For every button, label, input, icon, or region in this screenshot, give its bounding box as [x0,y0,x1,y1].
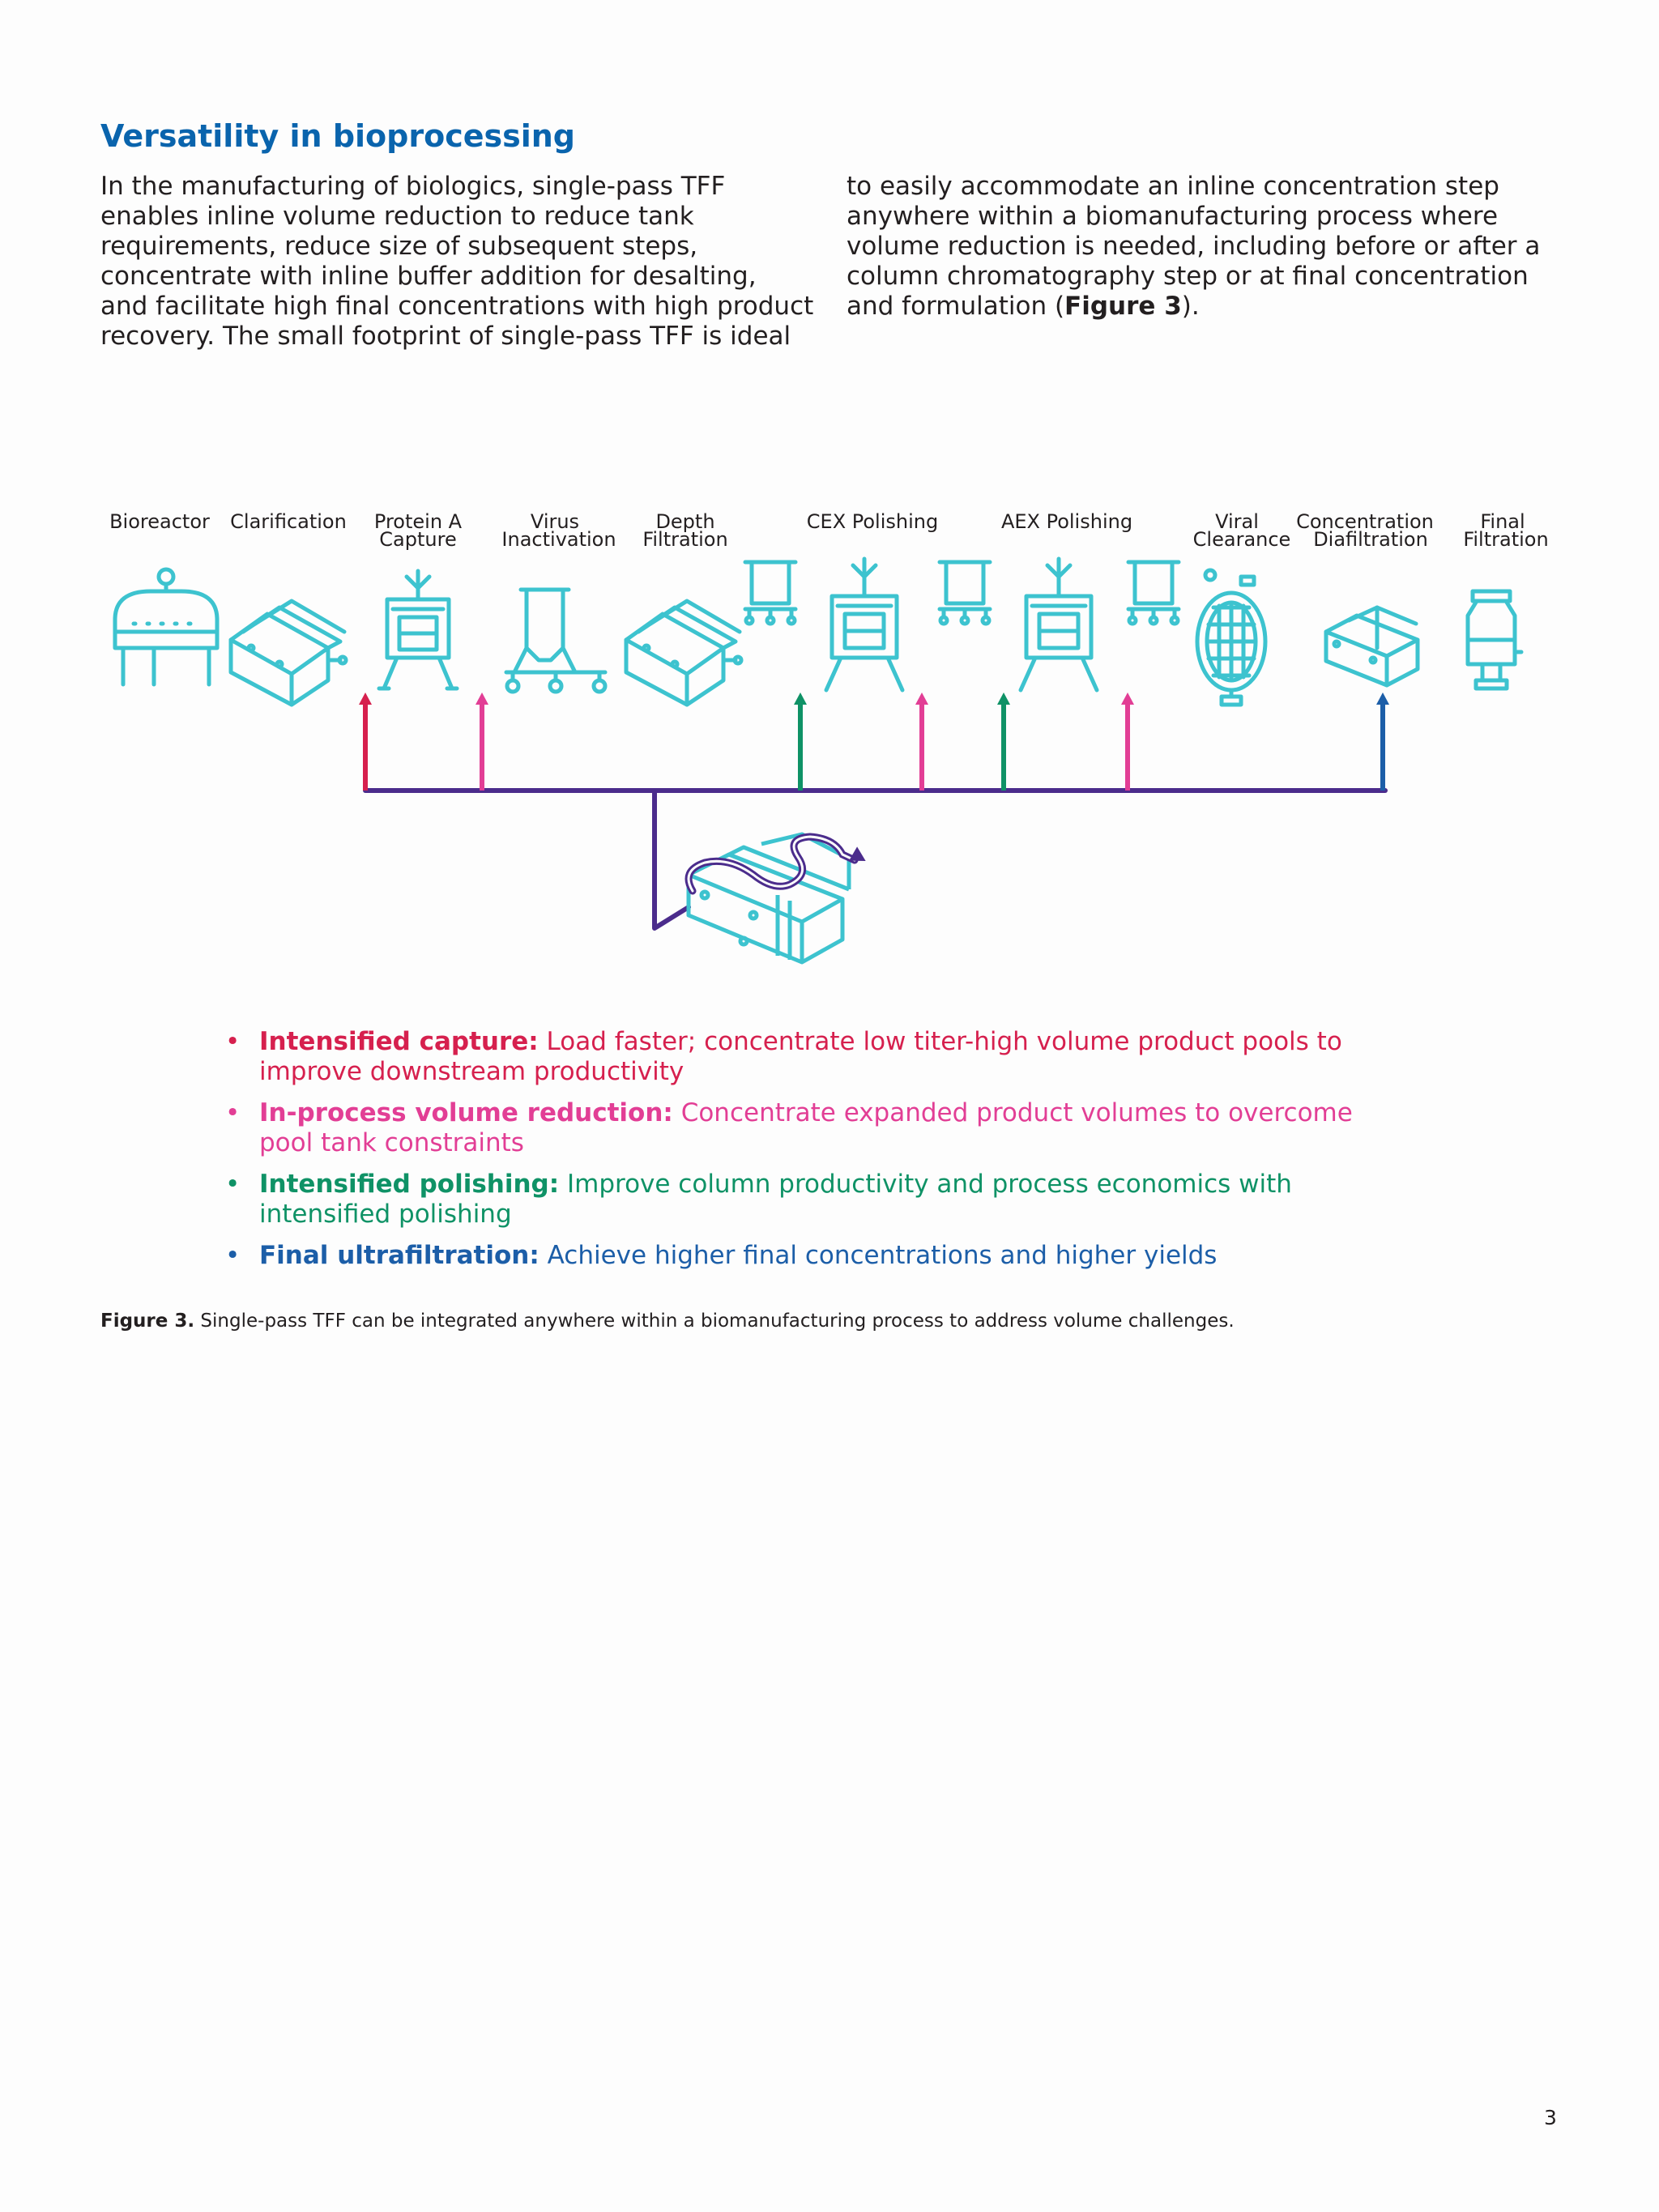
step-label: Clearance [1192,528,1291,551]
intro-line: enables inline volume reduction to reduce tank [100,202,694,231]
viral-filter-icon [1197,570,1265,705]
step-label: Diafiltration [1313,528,1428,551]
intro-line: In the manufacturing of biologics, single-pass TFF [100,172,726,201]
intro-line: volume reduction is needed, including before or after a [847,232,1541,261]
benefit-text: improve downstream productivity [259,1057,684,1086]
bioreactor-icon [115,569,217,684]
step-label: Concentration [1296,510,1434,533]
figure-caption [100,1311,1235,1332]
intro-line: requirements, reduce size of subsequent steps, [100,232,698,261]
capsule-filter-icon [1468,591,1521,688]
chromatography-column-icon [379,571,457,688]
benefit-capture: • Intensified capture: Load faster; concentrate low titer-high volume product pools to improve downstream productivity [225,1027,1342,1086]
intro-left-column [100,172,830,352]
benefits-list [225,1027,1400,1282]
benefit-final-ultrafiltration: • Final ultrafiltration: Achieve higher final concentrations and higher yields [225,1241,1218,1270]
benefit-lead: Final ultrafiltration: [259,1241,539,1270]
benefit-lead: Intensified capture: [259,1027,539,1056]
step-label: CEX Polishing [806,510,939,533]
figure-label: Figure 3. [100,1311,195,1332]
benefit-text: Concentrate expanded product volumes to overcome [680,1098,1353,1127]
benefit-lead: Intensified polishing: [259,1170,560,1199]
filter-cassette-icon [626,601,741,705]
intro-line: anywhere within a biomanufacturing process where [847,202,1499,231]
page-number: 3 [1544,2106,1557,2129]
arrowhead [359,693,372,705]
small-tank-icon [745,562,795,624]
arrowhead [915,693,928,705]
benefit-text: intensified polishing [259,1200,512,1229]
caption-text: Single-pass TFF can be integrated anywhere within a biomanufacturing process to address volume challenges. [194,1311,1235,1332]
step-label: Viral [1215,510,1259,533]
step-label: Capture [379,528,457,551]
step-label: Virus [530,510,580,533]
small-tank-icon [1128,562,1179,624]
step-label: AEX Polishing [1000,510,1133,533]
step-label: Filtration [642,528,728,551]
figure-reference: Figure 3 [1064,292,1182,321]
chromatography-column-icon [826,559,902,690]
filter-cassette-icon [231,601,346,705]
step-label: Inactivation [501,528,616,551]
outlet-arrowhead [849,846,870,867]
step-label: Depth [655,510,715,533]
step-label: Clarification [230,510,347,533]
benefit-text: pool tank constraints [259,1128,524,1157]
intro-text: ). [1181,292,1200,321]
intro-line: and facilitate high final concentrations with high product [100,292,814,321]
tff-cassette-icon [1326,607,1418,685]
intro-line: to easily accommodate an inline concentration step [847,172,1499,201]
arrowhead [794,693,807,705]
benefit-lead: In-process volume reduction: [259,1098,673,1127]
manifold-feed-line [655,791,689,928]
step-label: Bioreactor [109,510,210,533]
step-label: Final [1480,510,1525,533]
benefit-polishing: • Intensified polishing: Improve column productivity and process economics with intensified polishing [225,1170,1292,1229]
intro-text: and formulation ( [847,292,1065,321]
intro-right-column [847,172,1576,322]
step-label: Filtration [1463,528,1549,551]
process-diagram [0,486,1659,988]
intro-line: concentrate with inline buffer addition for desalting, [100,262,757,291]
arrowhead [1376,693,1389,705]
benefit-text: Improve column productivity and process economics with [566,1170,1292,1199]
mobile-tank-icon [506,590,605,692]
step-label: Protein A [373,510,463,533]
benefit-volume-reduction: • In-process volume reduction: Concentrate expanded product volumes to overcome pool tank constraints [225,1098,1353,1157]
arrowhead [997,693,1010,705]
arrowhead [476,693,488,705]
benefit-text: Load faster; concentrate low titer-high volume product pools to [546,1027,1342,1056]
chromatography-column-icon [1021,559,1097,690]
small-tank-icon [940,562,990,624]
section-heading: Versatility in bioprocessing [100,118,576,154]
single-pass-tff-icon [689,834,870,962]
intro-line [847,292,1576,322]
intro-line: column chromatography step or at final concentration [847,262,1529,291]
benefit-text: Achieve higher final concentrations and higher yields [547,1241,1218,1270]
arrowhead [1121,693,1134,705]
intro-line: recovery. The small footprint of single-pass TFF is ideal [100,322,791,351]
